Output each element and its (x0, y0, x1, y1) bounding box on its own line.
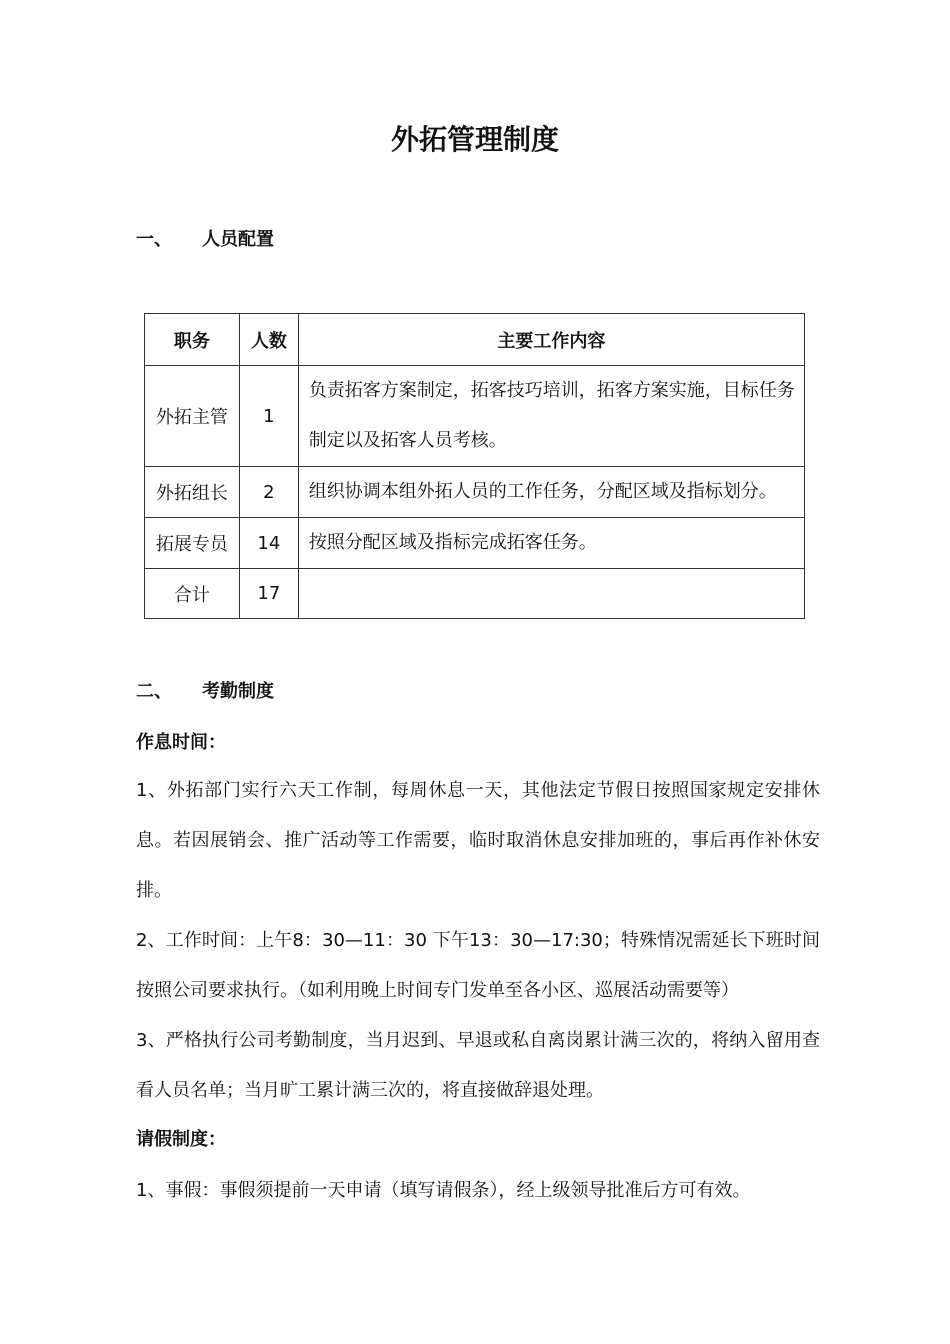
count-cell: 2 (239, 467, 298, 518)
work-hours-item-1: 1、外拓部门实行六天工作制，每周休息一天，其他法定节假日按照国家规定安排休息。若因展销会、推广活动等工作需要，临时取消休息安排加班的，事后再作补休安排。 (136, 780, 820, 901)
count-cell: 14 (239, 518, 298, 569)
document-title: 外拓管理制度 (390, 123, 559, 156)
column-header-duties: 主要工作内容 (298, 314, 804, 366)
table-row (145, 366, 805, 467)
table-row (145, 518, 805, 569)
work-hours-item-3: 3、严格执行公司考勤制度，当月迟到、早退或私自离岗累计满三次的，将纳入留用查看人员名单；当月旷工累计满三次的，将直接做辞退处理。 (136, 1030, 820, 1101)
leave-heading: 请假制度： (136, 1129, 226, 1150)
duties-cell: 组织协调本组外拓人员的工作任务，分配区域及指标划分。 (298, 467, 804, 518)
position-cell: 外拓主管 (145, 366, 240, 467)
table-header-row (145, 314, 805, 366)
work-hours-item-2: 2、工作时间：上午8：30—11：30 下午13：30—17:30；特殊情况需延长下班时间按照公司要求执行。（如利用晚上时间专门发单至各小区、巡展活动需要等） (136, 930, 820, 1001)
duties-cell: 负责拓客方案制定，拓客技巧培训，拓客方案实施，目标任务制定以及拓客人员考核。 (298, 366, 804, 467)
column-header-count: 人数 (239, 314, 298, 366)
work-hours-heading: 作息时间： (136, 732, 226, 753)
section-heading-attendance (136, 678, 274, 706)
staffing-table (144, 313, 805, 619)
column-header-position: 职务 (145, 314, 240, 366)
section-number: 二、 (136, 681, 172, 702)
position-cell: 拓展专员 (145, 518, 240, 569)
position-cell: 外拓组长 (145, 467, 240, 518)
leave-item-1: 1、事假：事假须提前一天申请（填写请假条），经上级领导批准后方可有效。 (136, 1180, 751, 1201)
duties-cell: 按照分配区域及指标完成拓客任务。 (298, 518, 804, 569)
total-count-cell: 17 (239, 569, 298, 619)
total-duties-cell (298, 569, 804, 619)
section-number: 一、 (136, 229, 172, 250)
table-total-row (145, 569, 805, 619)
total-label-cell: 合计 (145, 569, 240, 619)
section-heading-staffing (136, 226, 274, 254)
section-title: 人员配置 (202, 229, 274, 250)
section-title: 考勤制度 (202, 681, 274, 702)
count-cell: 1 (239, 366, 298, 467)
table-row (145, 467, 805, 518)
